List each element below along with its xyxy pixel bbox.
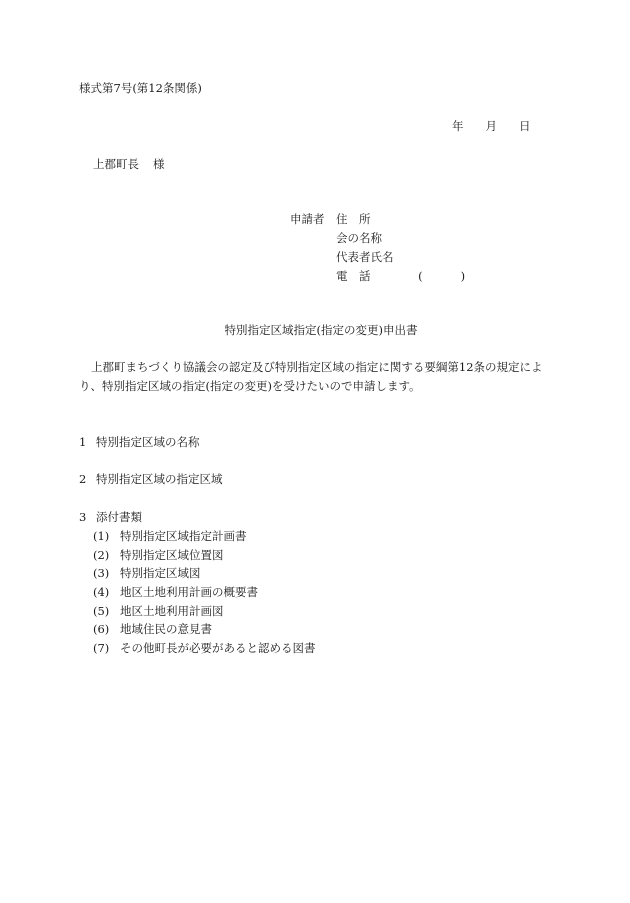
section-label: 添付書類 bbox=[96, 510, 142, 524]
applicant-representative-label: 代表者氏名 bbox=[336, 250, 394, 264]
applicant-association-label: 会の名称 bbox=[336, 231, 382, 245]
date-day-label: 日 bbox=[519, 119, 531, 133]
addressee-name: 上郡町長 bbox=[93, 157, 139, 171]
item-label: 地区土地利用計画の概要書 bbox=[120, 585, 258, 600]
item-label: 特別指定区域指定計画書 bbox=[120, 529, 247, 543]
applicant-phone-label: 電 話 bbox=[336, 269, 371, 283]
list-item bbox=[93, 640, 316, 659]
item-label: 地域住民の意見書 bbox=[120, 622, 212, 637]
item-label: その他町長が必要があると認める図書 bbox=[120, 641, 316, 656]
item-number: (2) bbox=[93, 547, 110, 562]
list-item bbox=[93, 603, 316, 622]
addressee bbox=[93, 156, 165, 172]
applicant-phone-row bbox=[336, 268, 465, 287]
date-month-label: 月 bbox=[485, 119, 497, 133]
applicant-fields bbox=[336, 211, 465, 287]
item-label: 特別指定区域図 bbox=[120, 566, 201, 581]
item-number: (1) bbox=[93, 529, 110, 543]
list-item bbox=[93, 565, 316, 584]
addressee-honorific: 様 bbox=[153, 157, 165, 171]
item-label: 地区土地利用計画図 bbox=[120, 603, 224, 618]
section-label: 特別指定区域の指定区域 bbox=[96, 472, 223, 486]
section-number: 2 bbox=[79, 472, 87, 486]
document-title: 特別指定区域指定(指定の変更)申出書 bbox=[224, 323, 418, 337]
item-number: (7) bbox=[93, 641, 110, 656]
item-number: (4) bbox=[93, 585, 110, 600]
item-number: (5) bbox=[93, 603, 110, 618]
form-number: 様式第7号(第12条関係) bbox=[79, 81, 202, 95]
phone-parentheses bbox=[418, 268, 465, 284]
section-1 bbox=[79, 434, 200, 450]
section-number: 1 bbox=[79, 435, 87, 449]
date-year-label: 年 bbox=[452, 119, 464, 133]
phone-close-paren: ) bbox=[460, 269, 466, 283]
item-label: 特別指定区域位置図 bbox=[120, 547, 224, 562]
applicant-address-label: 住 所 bbox=[336, 212, 371, 226]
phone-open-paren: ( bbox=[418, 269, 423, 283]
section-number: 3 bbox=[79, 510, 87, 524]
applicant-label: 申請者 bbox=[290, 212, 325, 226]
item-number: (6) bbox=[93, 622, 110, 637]
section-label: 特別指定区域の名称 bbox=[96, 435, 200, 449]
section-3 bbox=[79, 509, 142, 525]
item-number: (3) bbox=[93, 566, 110, 581]
list-item bbox=[93, 621, 316, 640]
body-paragraph: 上郡町まちづくり協議会の認定及び特別指定区域の指定に関する要綱第12条の規定により、特別指定区域の指定(指定の変更)を受けたいので申請します。 bbox=[79, 360, 543, 393]
list-item bbox=[93, 547, 316, 566]
list-item bbox=[93, 584, 316, 603]
attachment-list bbox=[93, 528, 316, 659]
list-item bbox=[93, 528, 316, 547]
date-line bbox=[452, 118, 531, 134]
section-2 bbox=[79, 471, 223, 487]
